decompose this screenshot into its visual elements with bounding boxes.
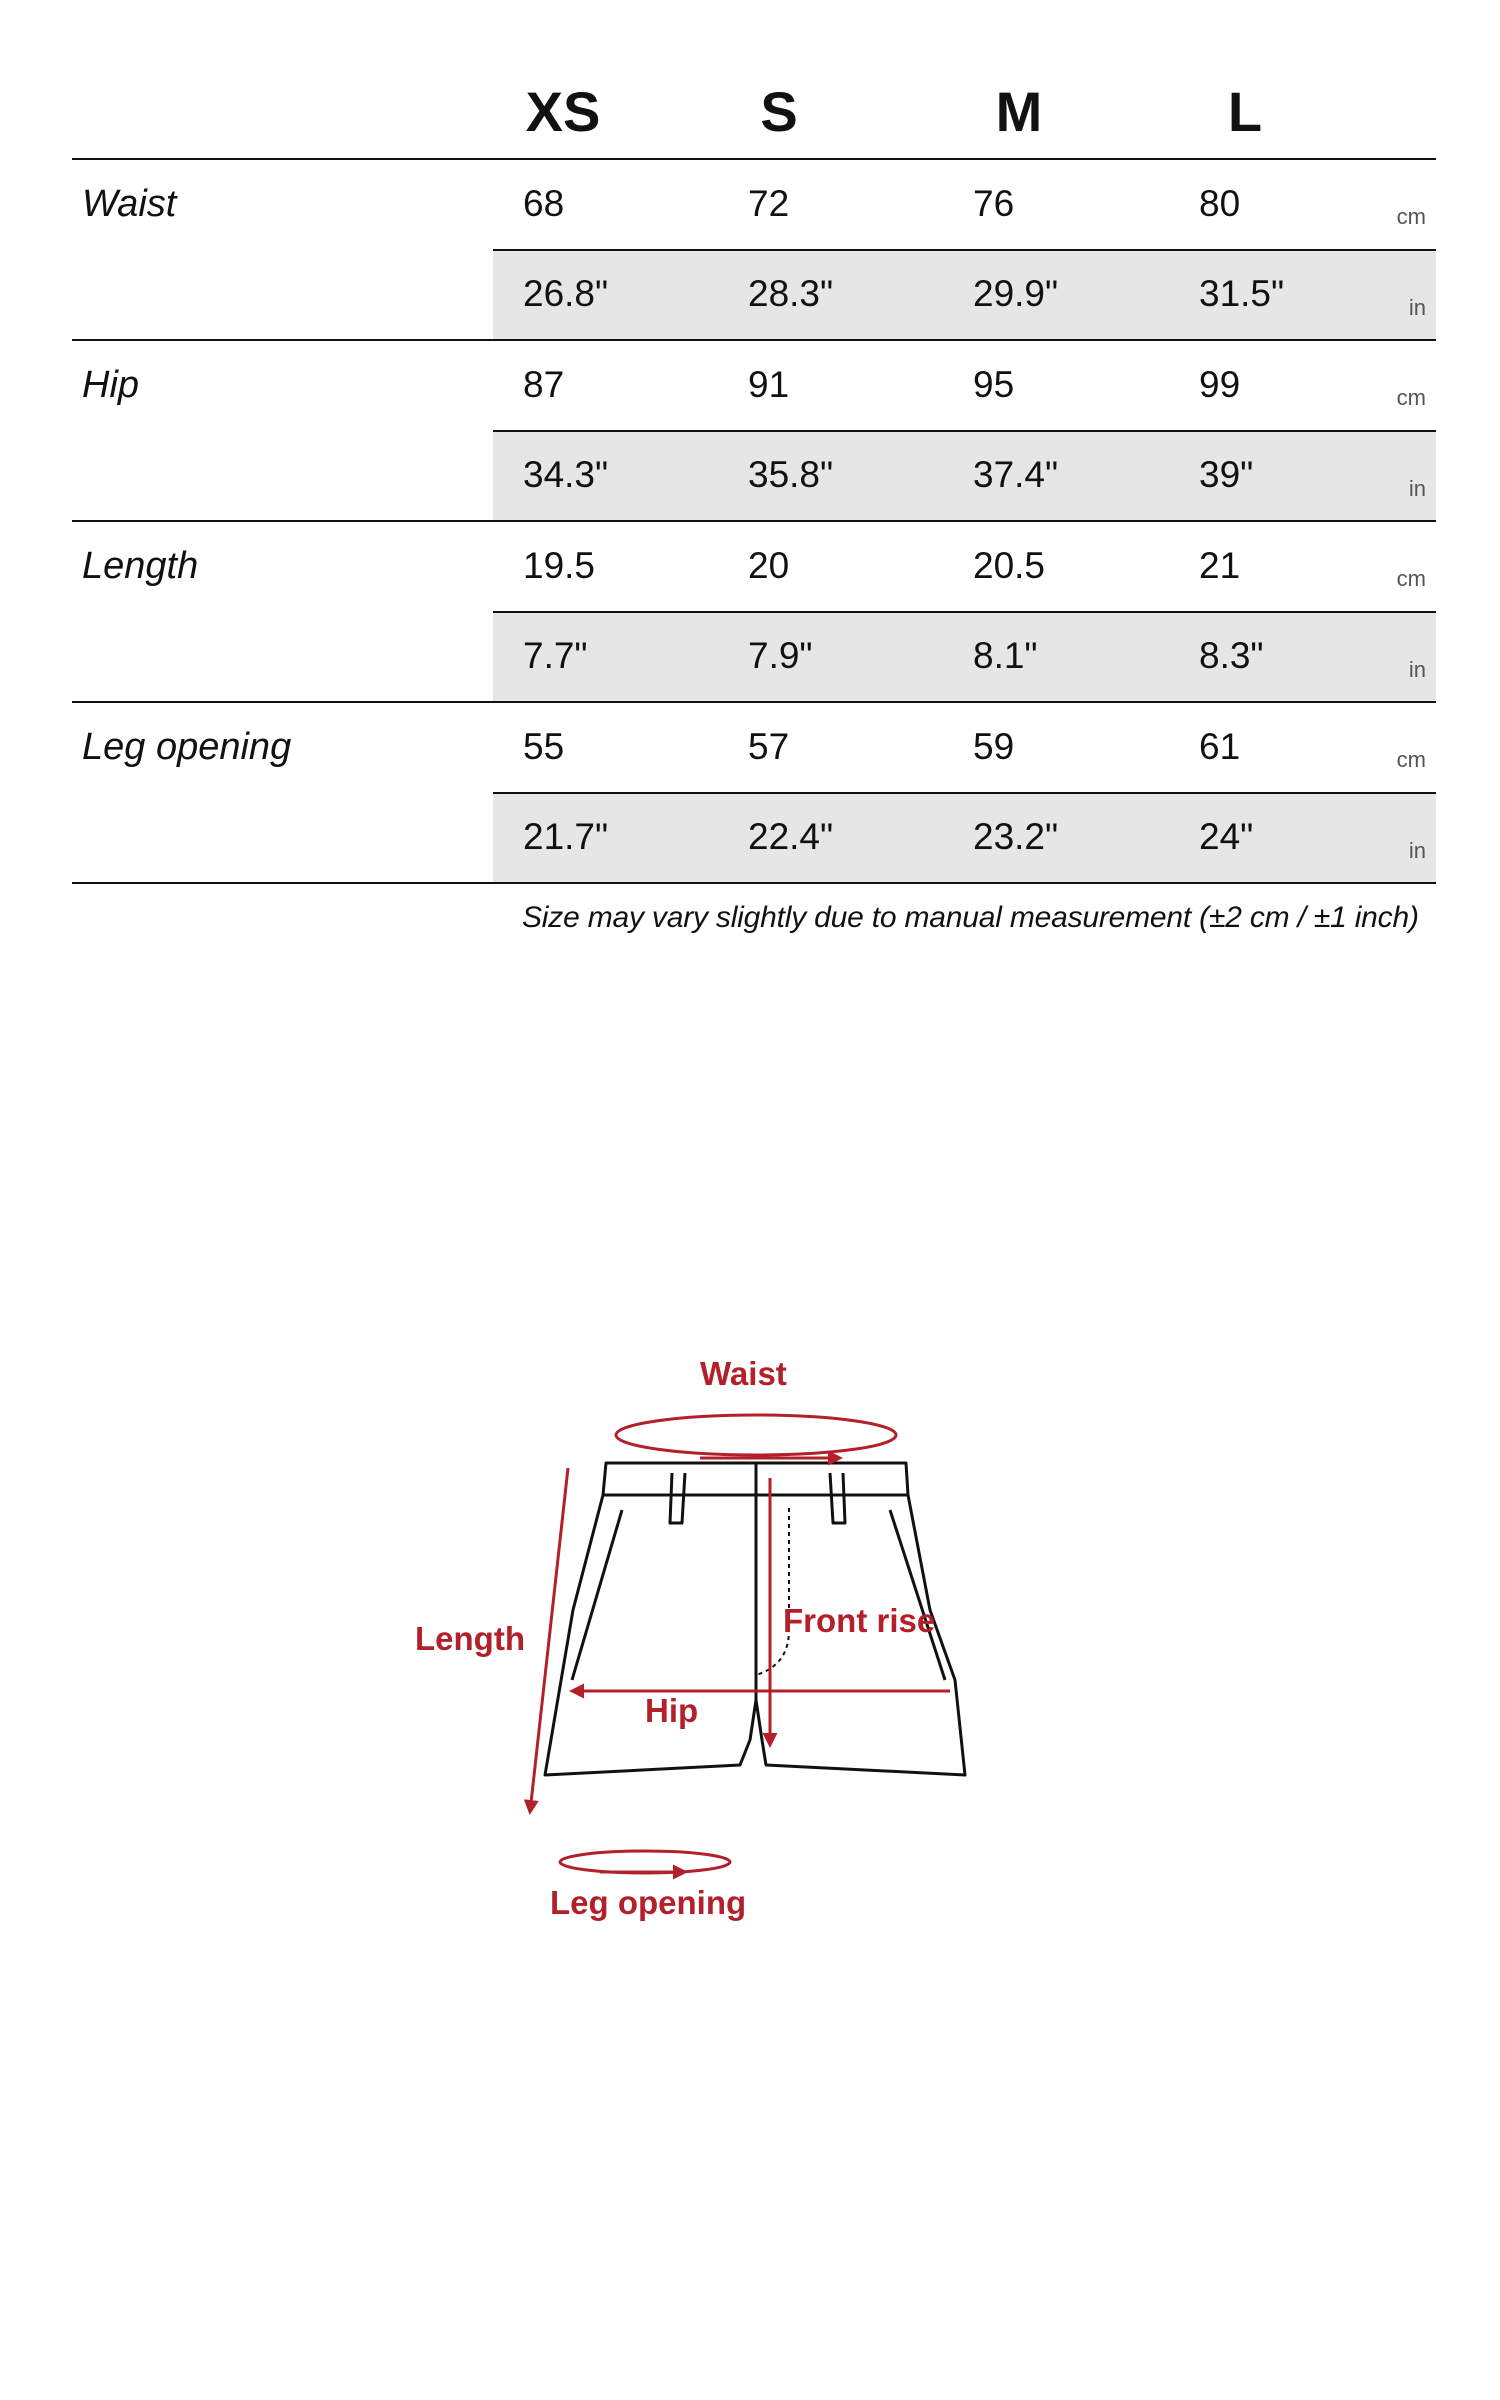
hip-label: Hip — [645, 1692, 699, 1729]
section-divider — [72, 520, 1436, 522]
waist-xs-cm: 68 — [523, 183, 565, 224]
unit-cm: cm — [1396, 204, 1426, 229]
table-bottom-divider — [72, 882, 1436, 884]
row-divider — [493, 611, 1436, 613]
hip-l-in: 39" — [1199, 454, 1254, 495]
waist-xs-in: 26.8" — [523, 273, 609, 314]
unit-in: in — [1408, 295, 1426, 320]
row-divider — [493, 792, 1436, 794]
waist-l-cm: 80 — [1199, 183, 1241, 224]
row-label-waist: Waist — [82, 183, 177, 225]
size-chart-table — [72, 0, 1436, 960]
length-in-row-shade — [493, 612, 1436, 701]
length-m-cm: 20.5 — [973, 545, 1046, 586]
hip-m-cm: 95 — [973, 364, 1015, 405]
row-divider — [493, 249, 1436, 251]
leg-opening-in-row-shade — [493, 793, 1436, 882]
length-arrow — [530, 1468, 568, 1812]
section-divider — [72, 701, 1436, 703]
length-l-cm: 21 — [1199, 545, 1241, 586]
leg-opening-s-cm: 57 — [748, 726, 790, 767]
hip-xs-in: 34.3" — [523, 454, 609, 495]
header-divider — [72, 158, 1436, 160]
length-m-in: 8.1" — [973, 635, 1038, 676]
leg-opening-s-in: 22.4" — [748, 816, 834, 857]
unit-in: in — [1408, 838, 1426, 863]
size-header-s: S — [760, 80, 798, 143]
waist-m-cm: 76 — [973, 183, 1015, 224]
size-header-l: L — [1227, 80, 1263, 143]
leg-opening-label: Leg opening — [550, 1884, 747, 1921]
length-xs-cm: 19.5 — [523, 545, 596, 586]
hip-l-cm: 99 — [1199, 364, 1241, 405]
waist-l-in: 31.5" — [1199, 273, 1285, 314]
row-label-length: Length — [82, 545, 199, 587]
leg-opening-xs-in: 21.7" — [523, 816, 609, 857]
size-header-xs: XS — [525, 80, 601, 143]
hip-s-cm: 91 — [748, 364, 790, 405]
hip-xs-cm: 87 — [523, 364, 565, 405]
leg-opening-l-in: 24" — [1199, 816, 1254, 857]
leg-opening-m-in: 23.2" — [973, 816, 1059, 857]
section-divider — [72, 339, 1436, 341]
hip-in-row-shade — [493, 431, 1436, 520]
row-divider — [493, 430, 1436, 432]
waist-label: Waist — [700, 1355, 787, 1392]
size-header-m: M — [995, 80, 1043, 143]
unit-in: in — [1408, 657, 1426, 682]
unit-cm: cm — [1396, 385, 1426, 410]
length-xs-in: 7.7" — [523, 635, 588, 676]
waist-measure-ellipse — [616, 1415, 896, 1455]
length-s-in: 7.9" — [748, 635, 813, 676]
measurement-note: Size may vary slightly due to manual measurement (±2 cm / ±1 inch) — [522, 901, 1419, 934]
length-label: Length — [415, 1620, 525, 1657]
leg-opening-l-cm: 61 — [1199, 726, 1241, 767]
leg-opening-m-cm: 59 — [973, 726, 1015, 767]
hip-s-in: 35.8" — [748, 454, 834, 495]
waist-s-cm: 72 — [748, 183, 790, 224]
unit-in: in — [1408, 476, 1426, 501]
length-s-cm: 20 — [748, 545, 790, 586]
hip-m-in: 37.4" — [973, 454, 1059, 495]
waist-in-row-shade — [493, 250, 1436, 339]
leg-opening-xs-cm: 55 — [523, 726, 565, 767]
unit-cm: cm — [1396, 747, 1426, 772]
leg-opening-measure-ellipse — [560, 1851, 730, 1873]
waist-m-in: 29.9" — [973, 273, 1059, 314]
unit-cm: cm — [1396, 566, 1426, 591]
row-label-leg-opening: Leg opening — [82, 726, 292, 768]
shorts-measurement-diagram — [400, 1340, 1000, 1940]
waist-s-in: 28.3" — [748, 273, 834, 314]
front-rise-label: Front rise — [783, 1602, 936, 1639]
length-l-in: 8.3" — [1199, 635, 1264, 676]
row-label-hip: Hip — [82, 364, 140, 406]
